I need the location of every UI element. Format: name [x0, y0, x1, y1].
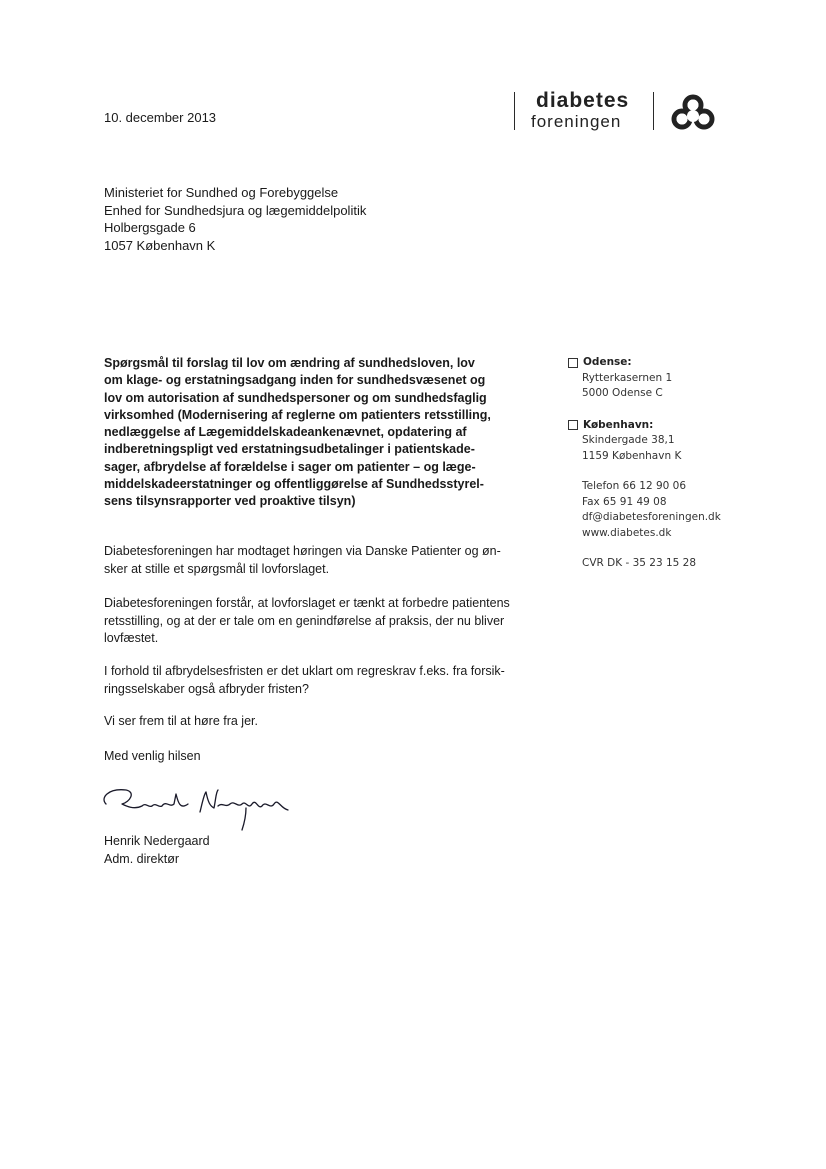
signer-block — [104, 833, 210, 868]
odense-address-line: 5000 Odense C — [582, 387, 663, 399]
recipient-line: Ministeriet for Sundhed og Forebyggelse — [104, 185, 339, 200]
signer-title: Adm. direktør — [104, 851, 180, 866]
subject-line: indberetningspligt ved erstatningsudbetalinger i patientskade- — [104, 442, 475, 457]
recipient-line: Holbergsgade 6 — [104, 220, 196, 235]
checkbox-icon — [568, 358, 578, 368]
subject-line: middelskadeerstatninger og offentliggørelse af Sundhedsstyrel- — [104, 477, 484, 492]
website: www.diabetes.dk — [582, 526, 672, 539]
body-line: ringsselskaber også afbryder fristen? — [104, 681, 309, 696]
body-line: I forhold til afbrydelsesfristen er det uklart om regreskrav f.eks. fra forsik- — [104, 664, 505, 678]
logo-divider-left — [514, 92, 515, 130]
contact-sidebar — [568, 355, 768, 572]
body-line: Diabetesforeningen har modtaget høringen via Danske Patienter og øn- — [104, 544, 501, 558]
logo-text-diabetes: diabetes — [536, 89, 630, 112]
body-line: lovfæstet. — [104, 631, 159, 645]
odense-label: Odense: — [583, 356, 632, 368]
subject-line: lov om autorisation af sundhedspersoner og om sundhedsfaglig — [104, 390, 487, 405]
kbh-address-line: Skindergade 38,1 — [582, 434, 675, 446]
diabetesforeningen-logo — [514, 88, 724, 134]
body-paragraph-4: Vi ser frem til at høre fra jer. — [104, 714, 258, 728]
body-paragraph-1 — [104, 543, 544, 578]
recipient-line: 1057 København K — [104, 237, 216, 253]
cvr-number: CVR DK - 35 23 15 28 — [582, 557, 697, 569]
logo-text-foreningen: foreningen — [531, 112, 622, 131]
fax-number: Fax 65 91 49 08 — [582, 495, 667, 508]
kbh-label: København: — [583, 418, 654, 431]
signer-name: Henrik Nedergaard — [104, 834, 210, 848]
closing-greeting: Med venlig hilsen — [104, 749, 201, 763]
subject-line: sager, afbrydelse af forældelse i sager om patienter – og læge- — [104, 459, 476, 474]
office-kbh-heading — [568, 418, 768, 434]
body-paragraph-3 — [104, 663, 544, 698]
handwritten-signature — [96, 780, 296, 835]
subject-line: nedlæggelse af Lægemiddelskadeankenævnet, opdatering af — [104, 425, 467, 440]
subject-heading — [104, 355, 544, 511]
body-line: sker at stille et spørgsmål til lovforslaget. — [104, 561, 330, 576]
subject-line: Spørgsmål til forslag til lov om ændring af sundhedsloven, lov — [104, 356, 475, 370]
phone-number: Telefon 66 12 90 06 — [582, 480, 687, 492]
logo-symbol-icon — [670, 92, 716, 132]
recipient-line: Enhed for Sundhedsjura og lægemiddelpolitik — [104, 202, 367, 218]
body-paragraph-2 — [104, 595, 544, 648]
office-odense-heading — [568, 355, 768, 371]
body-line: retsstilling, og at der er tale om en genindførelse af praksis, der nu bliver — [104, 613, 505, 628]
subject-line: virksomhed (Modernisering af reglerne om patienters retsstilling, — [104, 407, 491, 422]
recipient-address — [104, 184, 366, 254]
checkbox-icon — [568, 420, 578, 430]
odense-address-line: Rytterkasernen 1 — [582, 371, 673, 384]
email-address: df@diabetesforeningen.dk — [582, 511, 721, 523]
subject-line: om klage- og erstatningsadgang inden for sundhedsvæsenet og — [104, 373, 486, 388]
logo-divider-right — [653, 92, 654, 130]
letter-date: 10. december 2013 — [104, 110, 217, 125]
subject-line: sens tilsynsrapporter ved proaktive tilsyn) — [104, 494, 356, 509]
kbh-address-line: 1159 København K — [582, 449, 682, 462]
body-line: Diabetesforeningen forstår, at lovforslaget er tænkt at forbedre patientens — [104, 596, 510, 610]
